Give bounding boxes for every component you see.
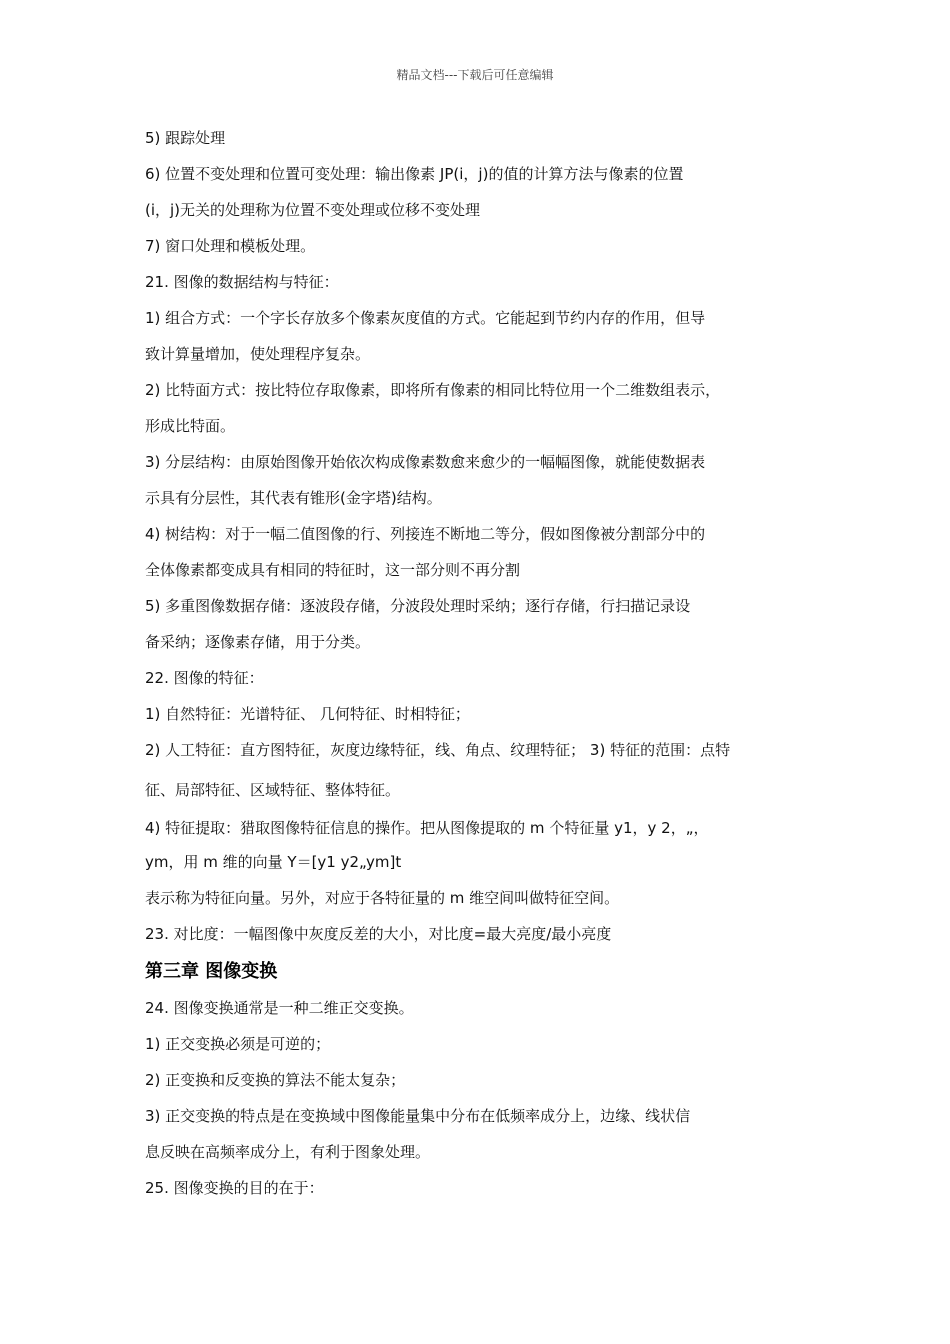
text-line: 2) 正变换和反变换的算法不能太复杂； xyxy=(145,1071,406,1089)
page-header: 精品文档---下载后可任意编辑 xyxy=(396,68,554,82)
text-line: 3) 分层结构：由原始图像开始依次构成像素数愈来愈少的一幅幅图像，就能使数据表 xyxy=(145,453,706,471)
text-line: 表示称为特征向量。另外，对应于各特征量的 m 维空间叫做特征空间。 xyxy=(145,889,620,907)
text-line: 5) 跟踪处理 xyxy=(145,129,226,147)
text-line: 1) 组合方式：一个字长存放多个像素灰度值的方式。它能起到节约内存的作用，但导 xyxy=(145,309,706,327)
text-line: 2) 比特面方式：按比特位存取像素，即将所有像素的相同比特位用一个二维数组表示， xyxy=(145,381,721,399)
text-line: 7) 窗口处理和模板处理。 xyxy=(145,237,316,255)
text-line: 3) 正交变换的特点是在变换域中图像能量集中分布在低频率成分上，边缘、线状信 xyxy=(145,1107,691,1125)
text-line: 6) 位置不变处理和位置可变处理：输出像素 JP(i，j)的值的计算方法与像素的位置 xyxy=(145,165,684,183)
text-line: (i，j)无关的处理称为位置不变处理或位移不变处理 xyxy=(145,201,481,219)
text-line: 形成比特面。 xyxy=(145,417,236,435)
text-line: 1) 正交变换必须是可逆的； xyxy=(145,1035,331,1053)
text-line: 5) 多重图像数据存储：逐波段存储，分波段处理时采纳；逐行存储，行扫描记录设 xyxy=(145,597,691,615)
text-line: 22. 图像的特征： xyxy=(145,669,264,687)
text-line: 24. 图像变换通常是一种二维正交变换。 xyxy=(145,999,414,1017)
text-line: 息反映在高频率成分上，有利于图象处理。 xyxy=(145,1143,431,1161)
chapter-heading: 第三章 图像变换 xyxy=(145,961,278,982)
text-line: 21. 图像的数据结构与特征： xyxy=(145,273,339,291)
text-line: 23. 对比度：一幅图像中灰度反差的大小，对比度=最大亮度/最小亮度 xyxy=(145,925,612,943)
text-line: 示具有分层性，其代表有锥形(金字塔)结构。 xyxy=(145,489,442,507)
text-line: 25. 图像变换的目的在于： xyxy=(145,1179,324,1197)
text-line: 致计算量增加，使处理程序复杂。 xyxy=(145,345,371,363)
text-line: 征、局部特征、区域特征、整体特征。 xyxy=(145,781,401,799)
text-line: 1) 自然特征：光谱特征、 几何特征、时相特征； xyxy=(145,705,470,723)
text-line: 全体像素都变成具有相同的特征时，这一部分则不再分割 xyxy=(145,561,521,579)
text-line: ym，用 m 维的向量 Y＝[y1 y2„ym]t xyxy=(145,853,402,871)
text-line: 2) 人工特征：直方图特征，灰度边缘特征，线、角点、纹理特征； 3) 特征的范围：点特 xyxy=(145,741,731,759)
text-line: 4) 特征提取：猎取图像特征信息的操作。把从图像提取的 m 个特征量 y1，y 2，„， xyxy=(145,819,709,837)
text-line: 4) 树结构：对于一幅二值图像的行、列接连不断地二等分，假如图像被分割部分中的 xyxy=(145,525,706,543)
text-line: 备采纳；逐像素存储，用于分类。 xyxy=(145,633,371,651)
